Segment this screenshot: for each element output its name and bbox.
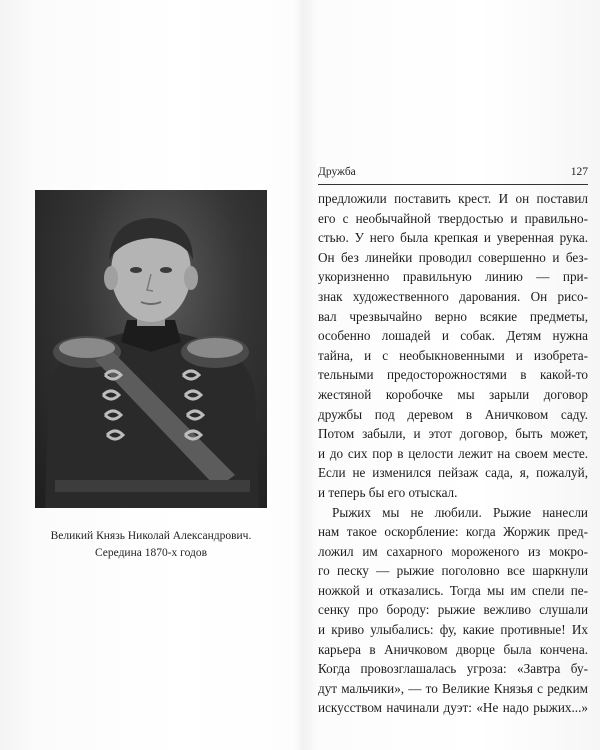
text-line: дут мальчики», — то Великие Князья с редким [318,680,588,696]
text-line: ножкой и отказались. Тогда мы им спели пе- [318,582,588,598]
text-line: жестяной коробочке мы зарыли договор [318,386,588,402]
text-line: Рыжих мы не любили. Рыжие нанесли [332,504,588,520]
caption-line: Середина 1870-х годов [94,547,208,559]
text-line: Потом забыли, и этот договор, быть может, [318,426,588,442]
text-line: ложил им сахарного мороженого из мокро- [318,543,588,559]
header-rule [318,184,588,185]
portrait-illustration [35,190,267,508]
text-line: тайна, и с необыкновенными и изобрета- [318,347,588,363]
running-head [318,166,588,182]
text-line: и до сих пор в целости лежит на своем месте. [318,445,588,461]
text-line: нам такое оскорбление: когда Жоржик пред- [318,524,588,540]
text-line: дружбы под деревом в Аничковом саду. [318,406,588,422]
text-line: вал чрезвычайно верно всякие предметы, [318,308,588,324]
text-line: знак художественного дарования. Он рисо- [318,288,588,304]
text-line: стью. У него была крепкая и уверенная рука. [318,230,588,246]
text-line: укоризненно правильную линию — при- [318,269,588,285]
text-line: особенно лошадей и собак. Детям нужна [318,328,588,344]
caption-line: Великий Князь Николай Александрович. [50,530,252,542]
text-line: Если не изменился пейзаж сада, я, пожалуй, [318,465,588,481]
text-line: Он без линейки проводил совершенно и без- [318,249,588,265]
text-line: предложили поставить крест. И он поставил [318,191,588,206]
chapter-title: Дружба [318,166,356,178]
body-text [318,189,588,718]
photo-caption [18,528,284,562]
text-line: и криво улыбались: фу, какие противные! Их [318,622,588,638]
page-number: 127 [570,166,588,178]
text-line: Когда провозглашалась угроза: «Завтра бу- [318,661,588,677]
text-line: го песку — рыжие поголовно все шаркнули [318,563,588,579]
text-line: тельными предосторожностями в какой-то [318,367,588,383]
text-line: карьера в Аничковом дворце была кончена. [318,641,588,657]
text-line: сенку про бороду: рыжие вежливо слушали [318,602,588,618]
text-line: искусством начинали дуэт: «Не надо рыжих...» [318,700,588,716]
portrait-photograph [35,190,267,508]
text-line: его с необычайной твердостью и правильно- [318,210,588,226]
text-line: и теперь бы его отыскал. [318,484,458,500]
